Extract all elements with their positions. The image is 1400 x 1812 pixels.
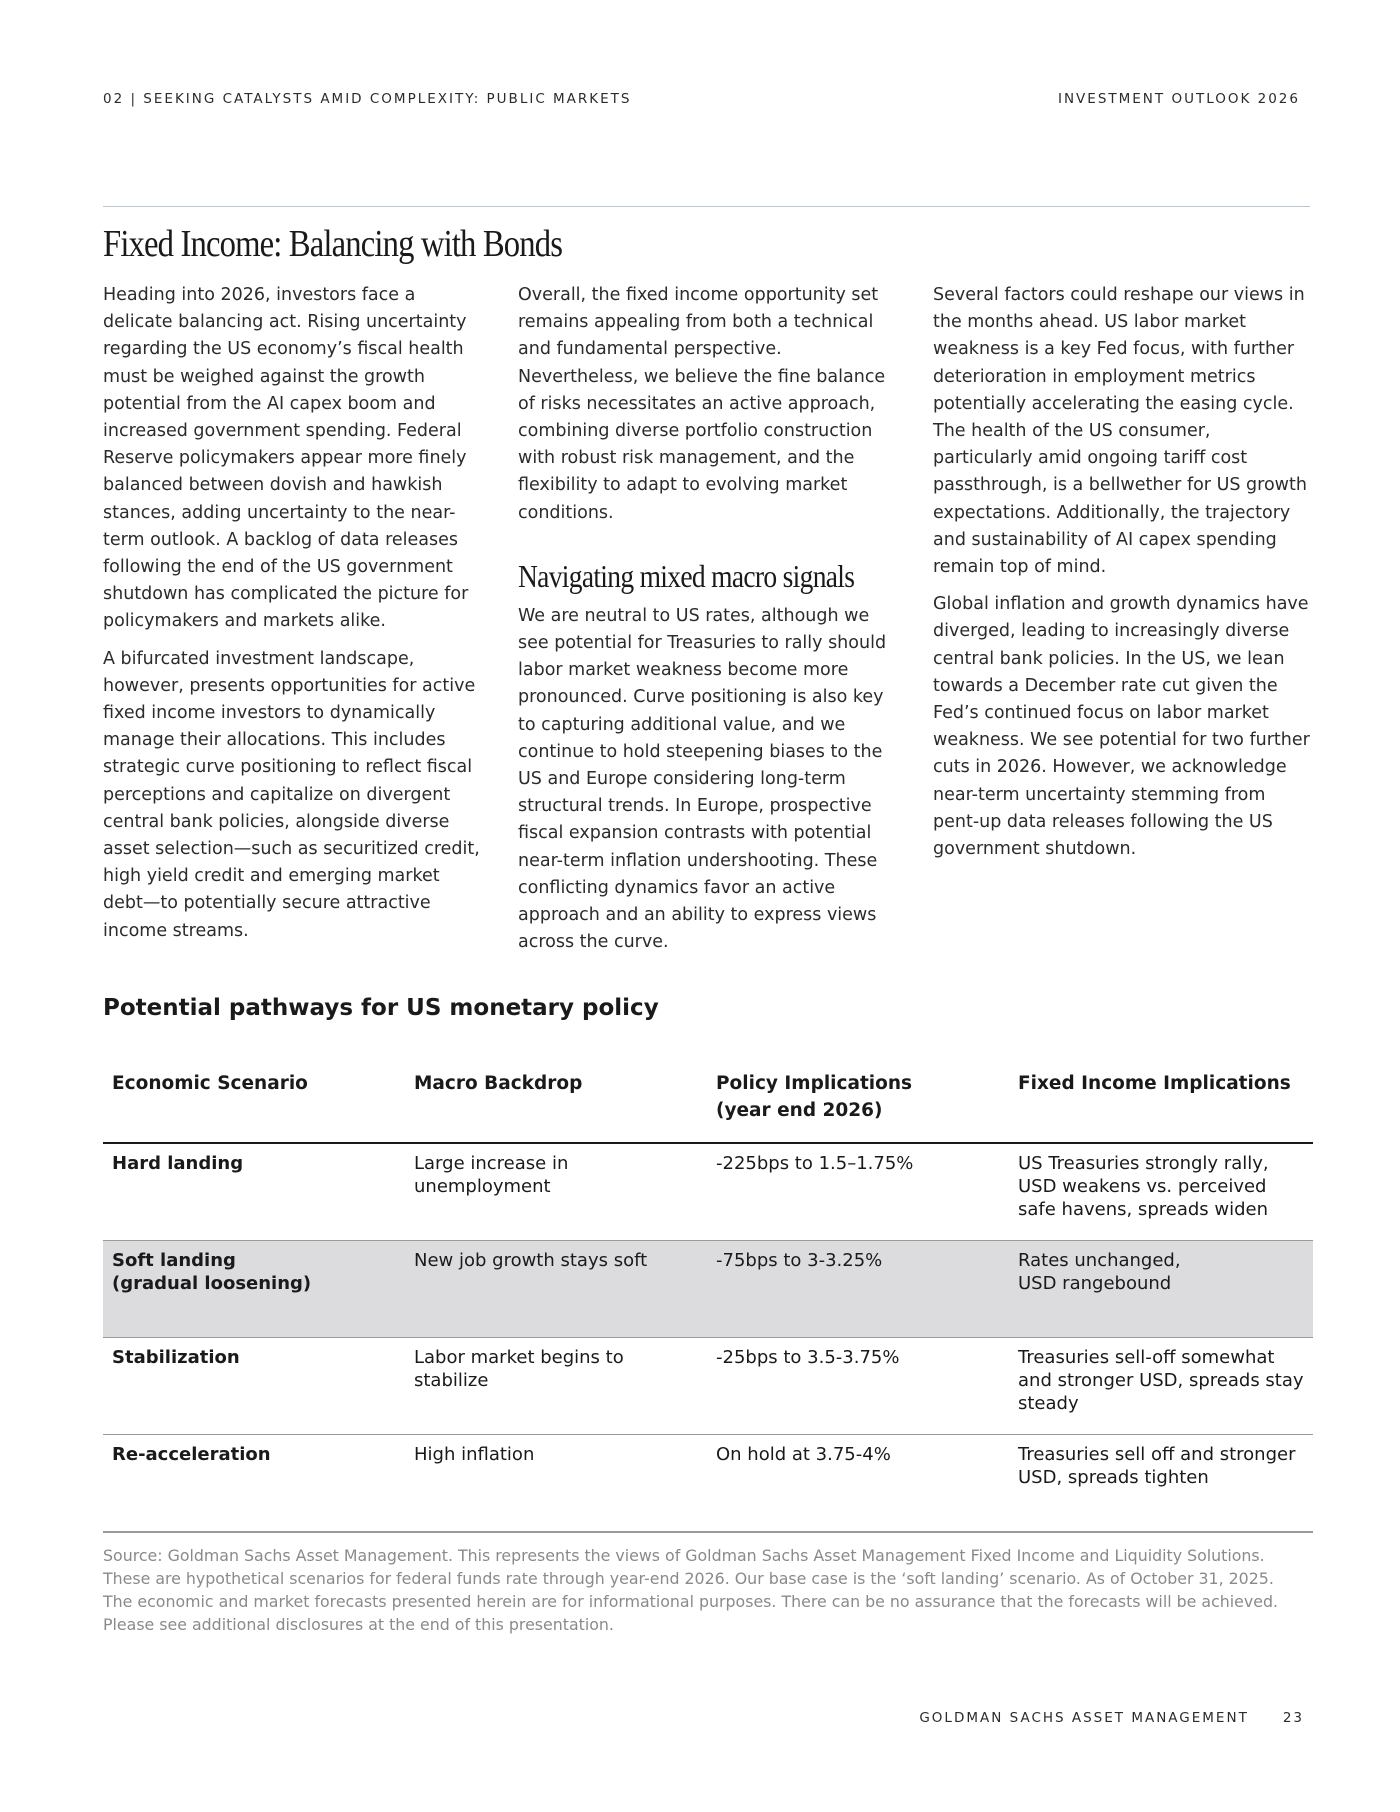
fixed-income-cell: US Treasuries strongly rally, USD weakens vs. perceived safe havens, spreads widen xyxy=(1018,1153,1269,1220)
paragraph: A bifurcated investment landscape, however, presents opportunities for active fixed income investors to dynamically manage their allocations. This includes strategic curve positioning to reflect fiscal perceptions and capitalize on divergent central bank policies, alongside diverse asset selection—such as securitized credit, high yield credit and emerging market debt—to potentially secure attractive income streams. xyxy=(103,648,480,941)
text-column-2 xyxy=(518,282,898,966)
macro-cell: Labor market begins to stabilize xyxy=(414,1347,624,1391)
column-header: Macro Backdrop xyxy=(414,1073,583,1094)
table-row xyxy=(103,1241,1313,1338)
paragraph: Several factors could reshape our views in the months ahead. US labor market weakness is a key Fed focus, with further deterioration in employment metrics potentially accelerating the easing cycle. The health of the US consumer, particularly amid ongoing tariff cost passthrough, is a bellwether for US growth expectations. Additionally, the trajectory and sustainability of AI capex spending remain top of mind. xyxy=(933,285,1307,578)
paragraph: Global inflation and growth dynamics have diverged, leading to increasingly diverse central bank policies. In the US, we lean towards a December rate cut given the Fed’s continued focus on labor market weakness. We see potential for two further cuts in 2026. However, we acknowledge near-term uncertainty stemming from pent-up data releases following the US government shutdown. xyxy=(933,594,1310,860)
page-title: Fixed Income: Balancing with Bonds xyxy=(103,223,563,265)
policy-cell: -225bps to 1.5–1.75% xyxy=(716,1153,914,1174)
column-header: Fixed Income Implications xyxy=(1018,1073,1291,1094)
subheading: Navigating mixed macro signals xyxy=(518,557,855,594)
table-row xyxy=(103,1435,1313,1532)
scenario-cell: Stabilization xyxy=(112,1347,240,1368)
scenario-cell: Re-acceleration xyxy=(112,1444,271,1465)
scenario-cell: Hard landing xyxy=(112,1153,244,1174)
text-column-1 xyxy=(103,282,483,955)
source-note: Source: Goldman Sachs Asset Management. This represents the views of Goldman Sachs Asset Management Fixed Income and Liquidity Solutions. These are hypothetical scenarios for federal funds rate through year-end 2026. Our base case is the ‘soft landing’ scenario. As of October 31, 2025. The economic and market forecasts presented herein are for informational purposes. There can be no assurance that the forecasts will be achieved. Please see additional disclosures at the end of this presentation. xyxy=(103,1546,1278,1634)
page-number: 23 xyxy=(1282,1710,1304,1726)
footer-brand: GOLDMAN SACHS ASSET MANAGEMENT xyxy=(919,1710,1249,1726)
policy-cell: -75bps to 3-3.25% xyxy=(716,1250,883,1271)
table-title: Potential pathways for US monetary policy xyxy=(103,995,659,1021)
column-header: Policy Implications (year end 2026) xyxy=(716,1073,913,1121)
policy-table xyxy=(103,1062,1313,1532)
macro-cell: Large increase in unemployment xyxy=(414,1153,569,1197)
page-footer xyxy=(919,1710,1304,1726)
fixed-income-cell: Rates unchanged, USD rangebound xyxy=(1018,1250,1181,1294)
fixed-income-cell: Treasuries sell off and stronger USD, spreads tighten xyxy=(1018,1444,1296,1488)
table-header-row xyxy=(103,1062,1313,1144)
publication-label: INVESTMENT OUTLOOK 2026 xyxy=(1057,91,1300,107)
macro-cell: High inflation xyxy=(414,1444,535,1465)
column-header: Economic Scenario xyxy=(112,1073,308,1094)
table-row xyxy=(103,1144,1313,1241)
table-bottom-divider xyxy=(103,1531,1313,1533)
paragraph: Overall, the fixed income opportunity set remains appealing from both a technical and fundamental perspective. Nevertheless, we believe the fine balance of risks necessitates an active approach, combining diverse portfolio construction with robust risk management, and the flexibility to adapt to evolving market conditions. xyxy=(518,285,886,523)
fixed-income-cell: Treasuries sell-off somewhat and stronger USD, spreads stay steady xyxy=(1018,1347,1304,1414)
table-row xyxy=(103,1338,1313,1435)
text-column-3 xyxy=(933,282,1313,873)
section-label: 02 | SEEKING CATALYSTS AMID COMPLEXITY: PUBLIC MARKETS xyxy=(103,91,632,107)
policy-cell: On hold at 3.75-4% xyxy=(716,1444,891,1465)
policy-cell: -25bps to 3.5-3.75% xyxy=(716,1347,900,1368)
top-divider xyxy=(103,206,1310,207)
scenario-cell: Soft landing (gradual loosening) xyxy=(112,1250,312,1294)
paragraph: Heading into 2026, investors face a delicate balancing act. Rising uncertainty regarding the US economy’s fiscal health must be weighed against the growth potential from the AI capex boom and increased government spending. Federal Reserve policymakers appear more finely balanced between dovish and hawkish stances, adding uncertainty to the near-term outlook. A backlog of data releases following the end of the US government shutdown has complicated the picture for policymakers and markets alike. xyxy=(103,285,469,632)
paragraph: We are neutral to US rates, although we see potential for Treasuries to rally should labor market weakness become more pronounced. Curve positioning is also key to capturing additional value, and we continue to hold steepening biases to the US and Europe considering long-term structural trends. In Europe, prospective fiscal expansion contrasts with potential near-term inflation undershooting. These conflicting dynamics favor an active approach and an ability to express views across the curve. xyxy=(518,605,887,953)
macro-cell: New job growth stays soft xyxy=(414,1250,648,1271)
